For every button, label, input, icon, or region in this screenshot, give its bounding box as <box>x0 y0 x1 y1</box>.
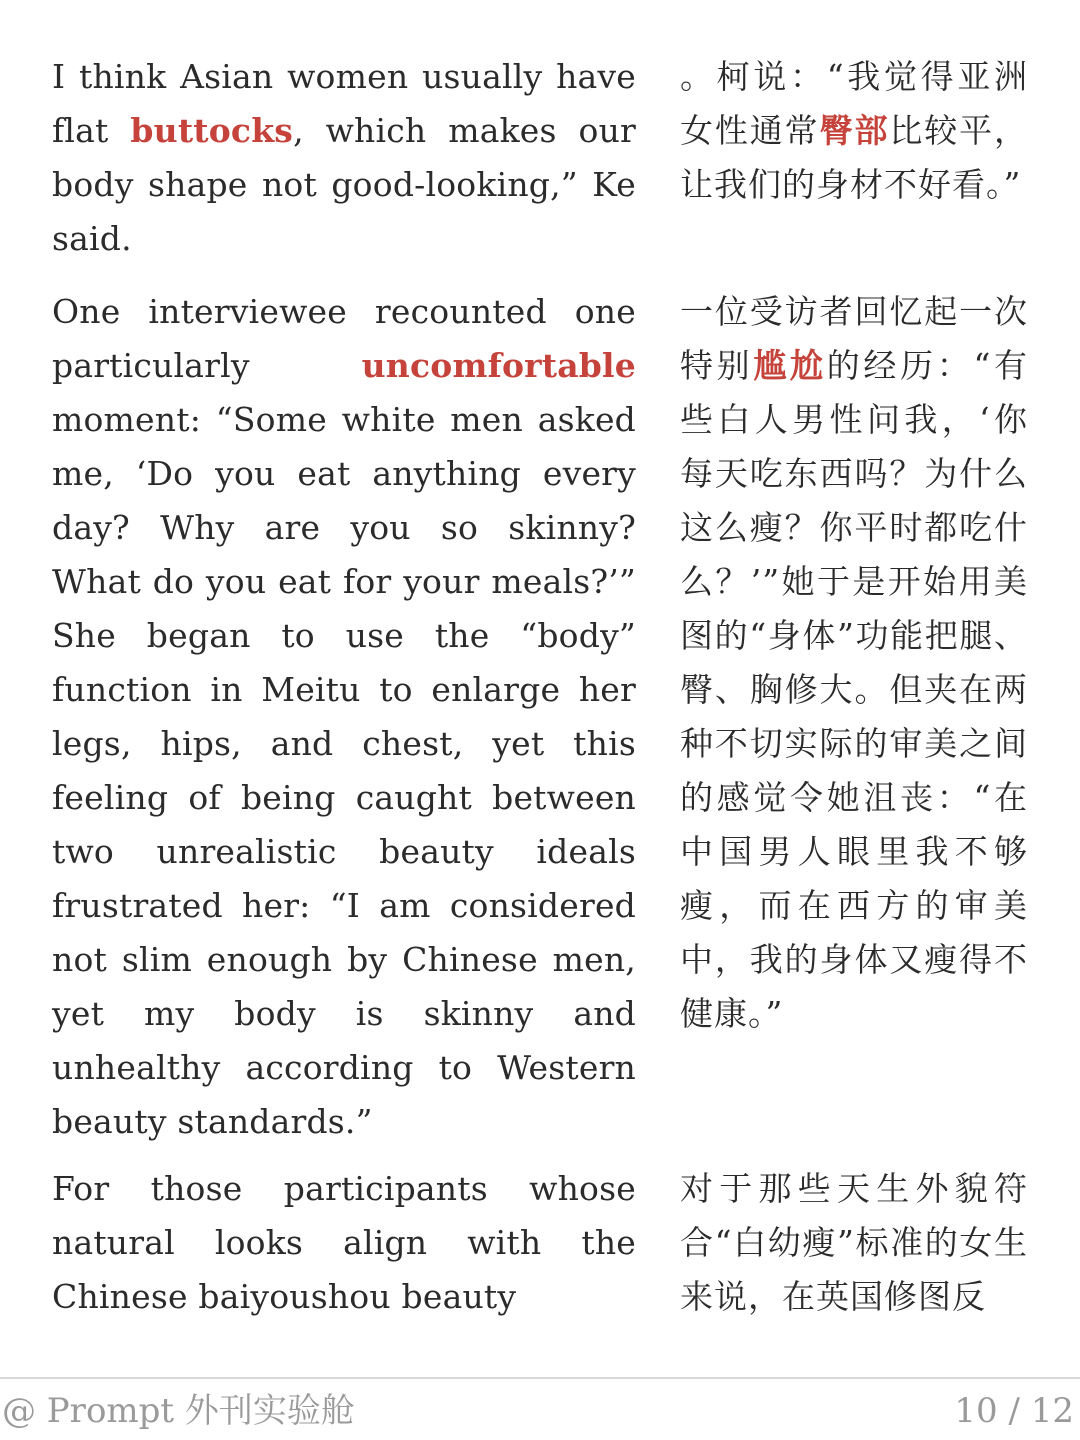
en-text: For those participants whose natural looks align with the Chinese baiyoushou beauty <box>52 1169 636 1316</box>
chinese-paragraph-3 <box>680 1162 1028 1324</box>
chinese-paragraph-1 <box>680 50 1028 212</box>
english-paragraph-3 <box>52 1162 636 1324</box>
keyword-tunbu: 臀部 <box>819 111 890 150</box>
english-paragraph-1 <box>52 50 636 266</box>
keyword-uncomfortable: uncomfortable <box>361 346 636 385</box>
english-paragraph-2 <box>52 285 636 1149</box>
zh-text: 比较平，让我们的身材不好看。” <box>680 111 1029 204</box>
zh-text: 一位受访者回忆起一次特别 <box>680 292 1028 385</box>
keyword-ganga: 尴尬 <box>753 346 827 385</box>
zh-text: 对于那些天生外貌符合“白幼瘦”标准的女生来说，在英国修图反 <box>680 1169 1028 1316</box>
keyword-buttocks: buttocks <box>130 111 294 150</box>
footer-divider <box>0 1377 1080 1379</box>
en-text: moment: “Some white men asked me, ‘Do you eat anything every day? Why are you so skinny? What do you eat for your meals?’” She began to use the “body” function in Meitu to enlarge her legs, hips, and chest, yet this feeling of being caught between two unrealistic beauty ideals frustrated her: “I am considered not slim enough by Chinese men, yet my body is skinny and unhealthy according to Western beauty standards.” <box>52 400 636 1141</box>
en-text: One interviewee recounted one particularly <box>52 292 636 385</box>
zh-text: 的经历：“有些白人男性问我，‘你每天吃东西吗？为什么这么瘦？你平时都吃什么？’”她于是开始用美图的“身体”功能把腿、臀、胸修大。但夹在两种不切实际的审美之间的感觉令她沮丧：“在中国男人眼里我不够瘦，而在西方的审美中，我的身体又瘦得不健康。” <box>680 346 1029 1033</box>
en-text: , which makes our body shape not good-looking,” Ke said. <box>52 111 636 258</box>
page-indicator: 10 / 12 <box>954 1391 1074 1431</box>
zh-text: 。柯说：“我觉得亚洲女性通常 <box>680 57 1028 150</box>
footer-source: @ Prompt 外刊实验舱 <box>2 1391 355 1431</box>
en-text: I think Asian women usually have flat <box>52 57 636 150</box>
chinese-paragraph-2 <box>680 285 1028 1041</box>
